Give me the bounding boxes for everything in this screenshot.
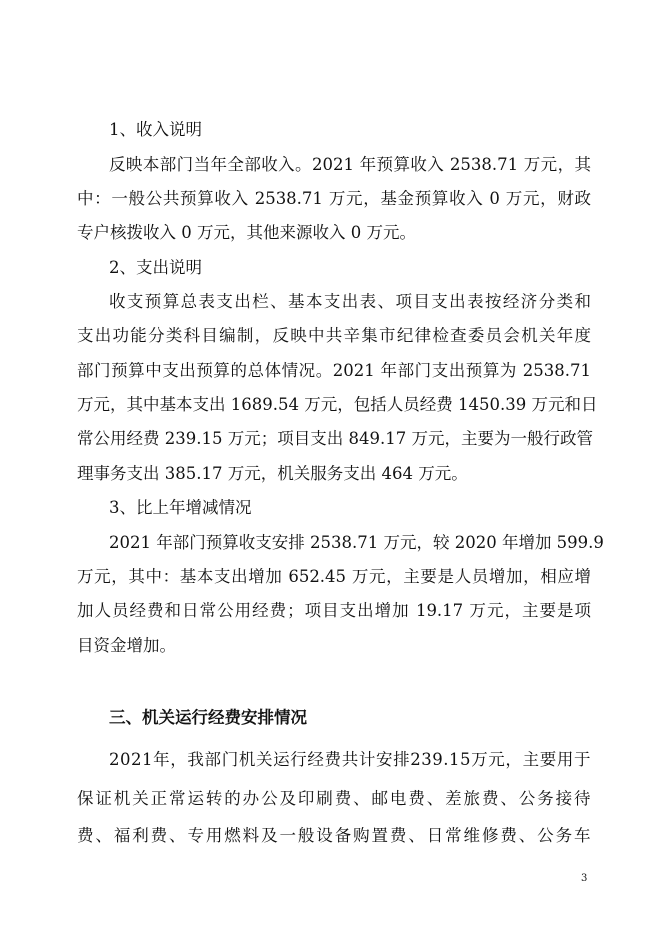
change-line: 目资金增加。 — [77, 636, 176, 655]
income-heading: 1、收入说明 — [109, 120, 202, 139]
income-line: 反映本部门当年全部收入。2021 年预算收入 2538.71 万元，其 — [109, 155, 591, 174]
expenditure-heading: 2、支出说明 — [109, 258, 202, 277]
income-line: 中：一般公共预算收入 2538.71 万元，基金预算收入 0 万元，财政 — [77, 189, 591, 208]
section-line: 费、福利费、专用燃料及一般设备购置费、日常维修费、公务车 — [77, 826, 591, 845]
section-title: 三、机关运行经费安排情况 — [109, 708, 307, 727]
change-line: 加人员经费和日常公用经费；项目支出增加 19.17 万元，主要是项 — [77, 601, 591, 620]
page-number: 3 — [581, 873, 588, 884]
section-line: 保证机关正常运转的办公及印刷费、邮电费、差旅费、公务接待 — [77, 789, 591, 808]
income-line: 专户核拨收入 0 万元，其他来源收入 0 万元。 — [77, 223, 416, 242]
expenditure-line: 常公用经费 239.15 万元；项目支出 849.17 万元，主要为一般行政管 — [77, 429, 593, 448]
change-line: 万元，其中：基本支出增加 652.45 万元，主要是人员增加，相应增 — [77, 567, 591, 586]
expenditure-line: 支出功能分类科目编制，反映中共辛集市纪律检查委员会机关年度 — [77, 326, 591, 345]
expenditure-line: 理事务支出 385.17 万元，机关服务支出 464 万元。 — [77, 464, 468, 483]
expenditure-line: 收支预算总表支出栏、基本支出表、项目支出表按经济分类和 — [109, 292, 591, 311]
expenditure-line: 部门预算中支出预算的总体情况。2021 年部门支出预算为 2538.71 — [77, 361, 591, 380]
expenditure-line: 万元，其中基本支出 1689.54 万元，包括人员经费 1450.39 万元和日 — [77, 395, 598, 414]
change-line: 2021 年部门预算收支安排 2538.71 万元，较 2020 年增加 599.9 — [109, 533, 604, 552]
change-heading: 3、比上年增减情况 — [109, 498, 252, 517]
section-line: 2021年，我部门机关运行经费共计安排239.15万元，主要用于 — [109, 750, 591, 769]
